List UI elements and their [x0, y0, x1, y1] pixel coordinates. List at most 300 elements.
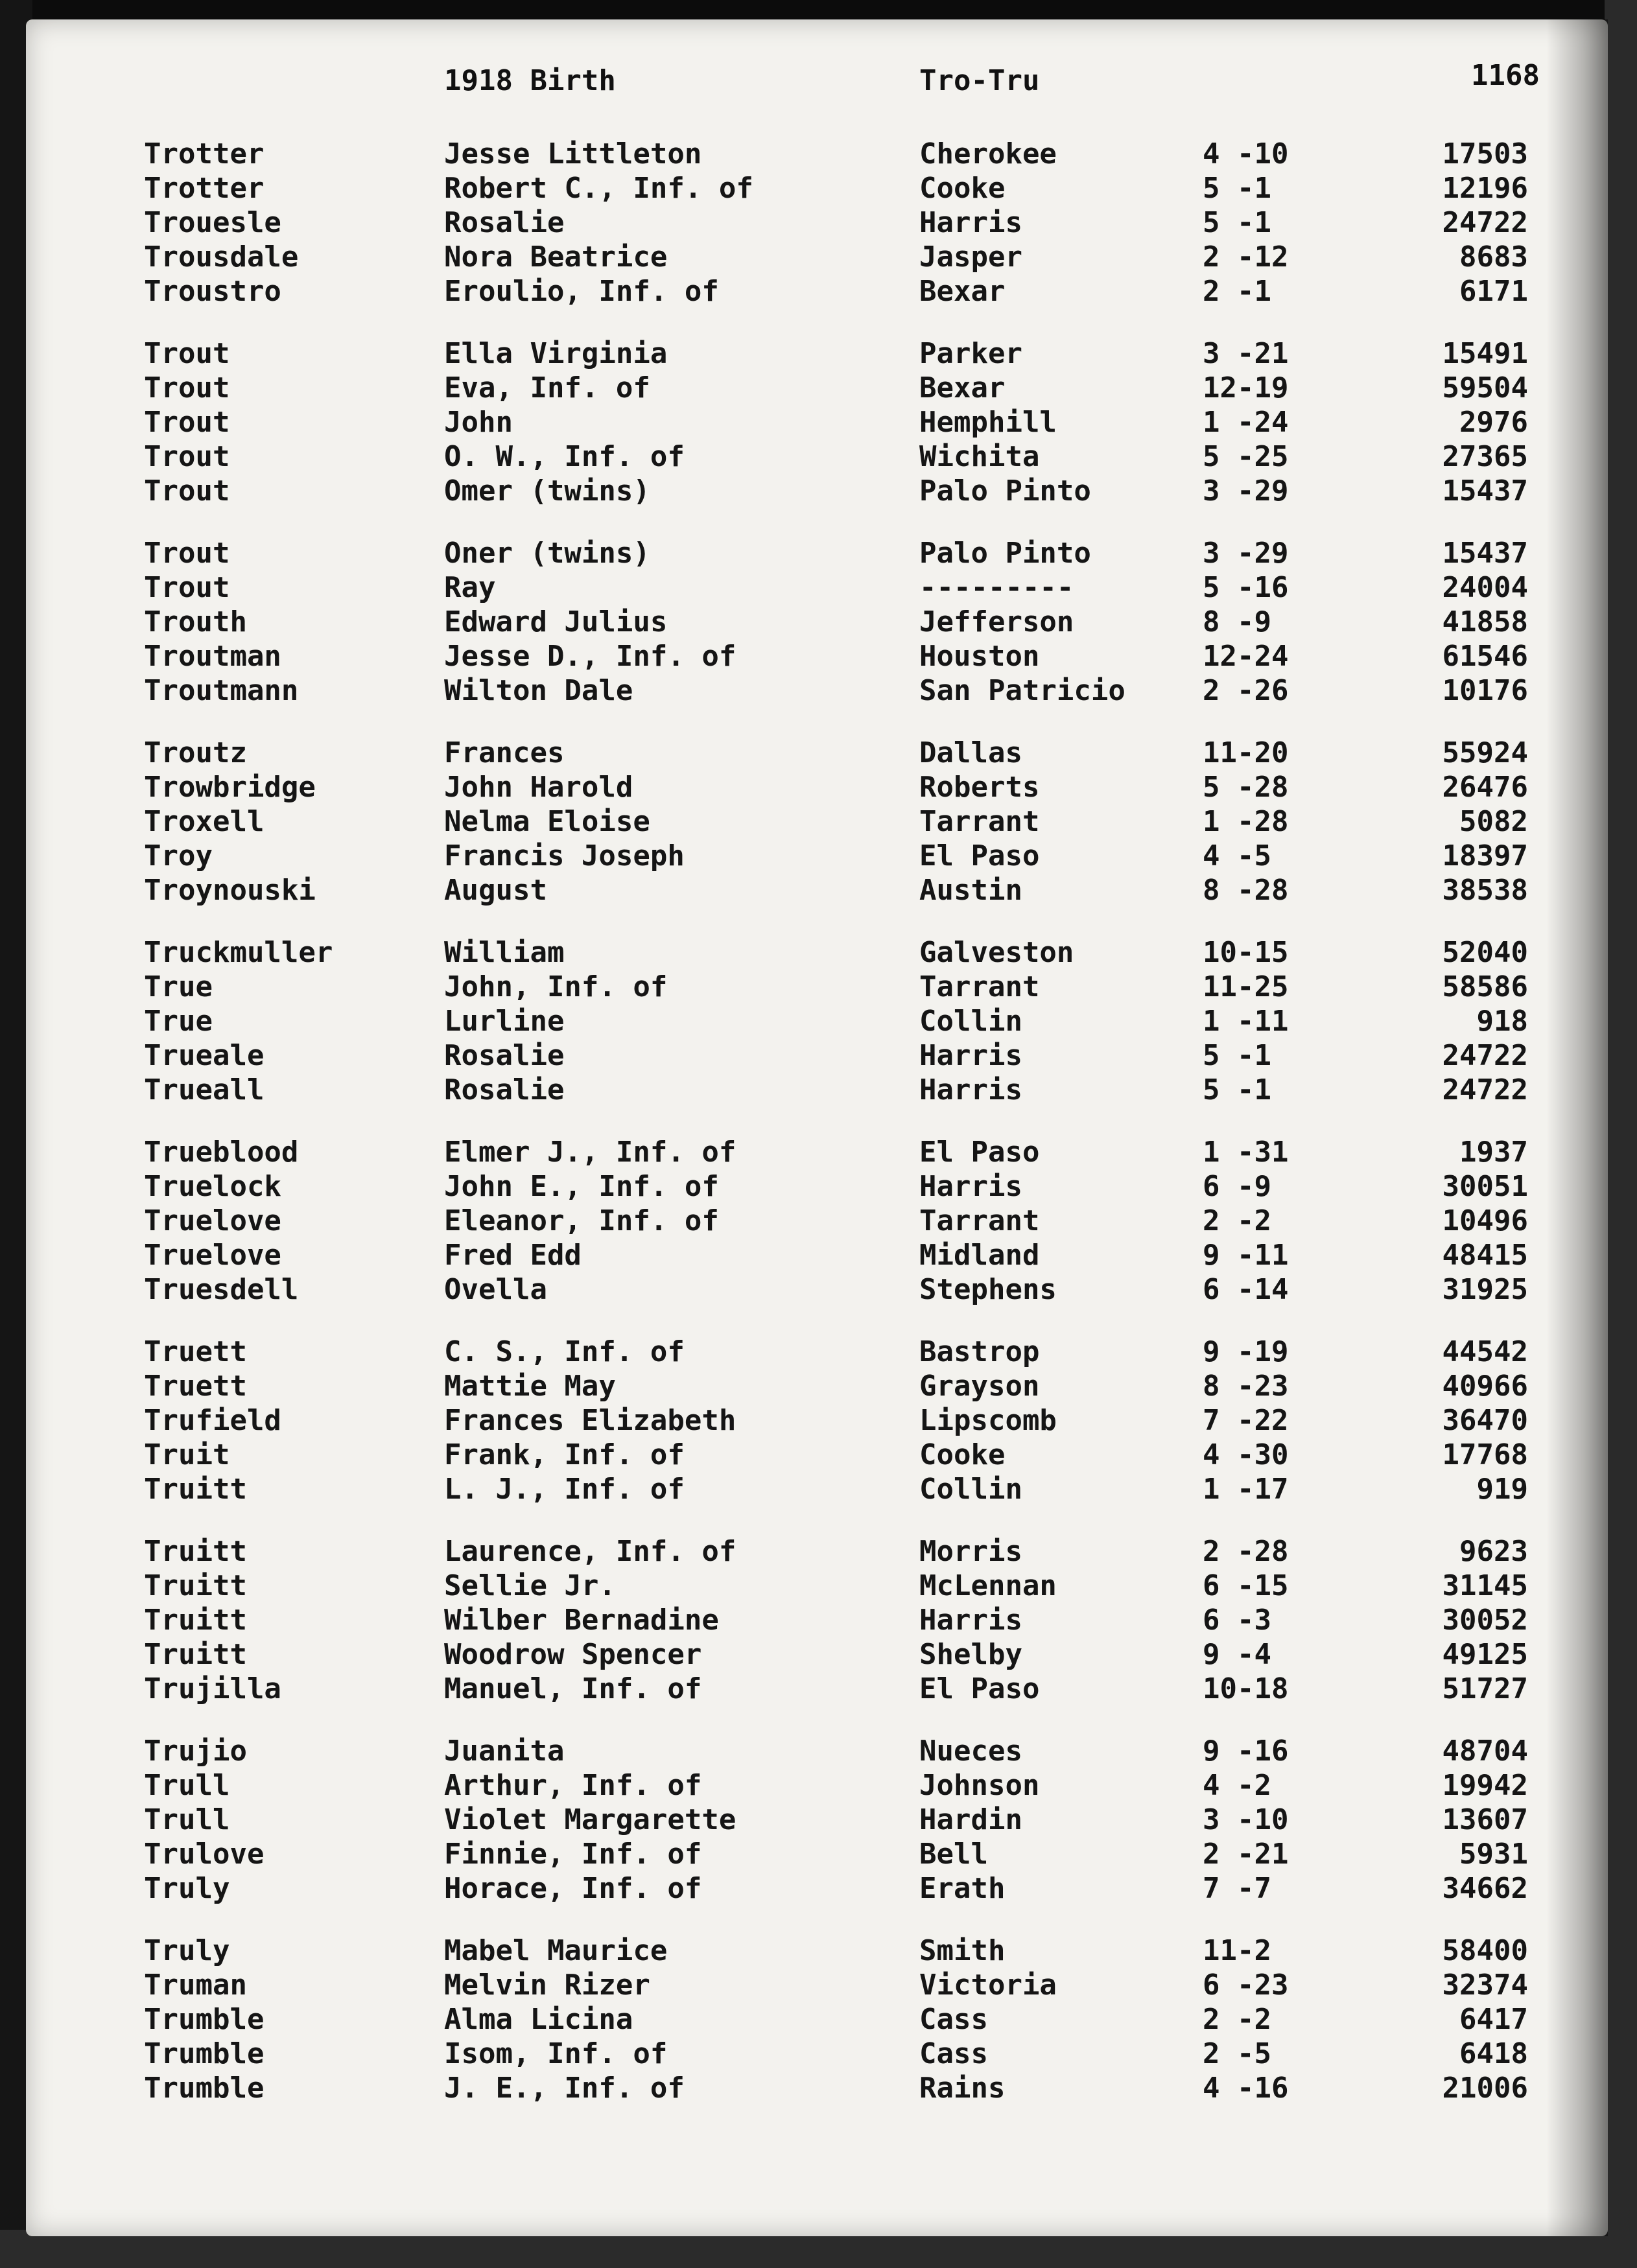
date-cell: 2 -2 [1203, 1204, 1271, 1237]
given-name-cell: Melvin Rizer [444, 1969, 650, 2002]
surname-cell: Trout [144, 474, 230, 508]
record-row [0, 1204, 1637, 1238]
certificate-number-cell: 918 [1476, 1005, 1528, 1038]
record-row [0, 874, 1637, 907]
surname-cell: Truitt [144, 1569, 247, 1602]
date-cell: 8 -9 [1203, 605, 1271, 638]
county-cell: Cass [919, 2003, 988, 2036]
surname-cell: Troynouski [144, 874, 316, 907]
surname-cell: Troustro [144, 275, 281, 308]
county-cell: Cass [919, 2037, 988, 2070]
surname-cell: Trull [144, 1803, 230, 1836]
given-name-cell: Finnie, Inf. of [444, 1838, 702, 1871]
date-cell: 6 -23 [1203, 1969, 1289, 2002]
surname-cell: Trout [144, 537, 230, 570]
county-cell: Bexar [919, 275, 1006, 308]
date-cell: 4 -5 [1203, 839, 1271, 872]
date-cell: 7 -7 [1203, 1872, 1271, 1905]
record-row [0, 1136, 1637, 1169]
certificate-number-cell: 919 [1476, 1473, 1528, 1506]
given-name-cell: Edward Julius [444, 605, 668, 638]
date-cell: 2 -21 [1203, 1838, 1289, 1871]
date-cell: 2 -5 [1203, 2037, 1271, 2070]
given-name-cell: Oner (twins) [444, 537, 650, 570]
date-cell: 4 -2 [1203, 1769, 1271, 1802]
certificate-number-cell: 13607 [1442, 1803, 1528, 1836]
certificate-number-cell: 55924 [1442, 736, 1528, 769]
certificate-number-cell: 6417 [1459, 2003, 1528, 2036]
county-cell: Harris [919, 1170, 1022, 1203]
given-name-cell: Sellie Jr. [444, 1569, 616, 1602]
record-row [0, 337, 1637, 371]
date-cell: 11-20 [1203, 736, 1289, 769]
date-cell: 11-25 [1203, 970, 1289, 1003]
county-cell: Victoria [919, 1969, 1057, 2002]
certificate-number-cell: 32374 [1442, 1969, 1528, 2002]
county-cell: Erath [919, 1872, 1006, 1905]
surname-cell: Truitt [144, 1604, 247, 1637]
given-name-cell: Robert C., Inf. of [444, 172, 753, 205]
given-name-cell: Frank, Inf. of [444, 1438, 685, 1471]
record-row [0, 2037, 1637, 2071]
date-cell: 1 -31 [1203, 1136, 1289, 1169]
record-row [0, 275, 1637, 309]
given-name-cell: Eleanor, Inf. of [444, 1204, 719, 1237]
surname-cell: Trujilla [144, 1672, 281, 1705]
date-cell: 2 -26 [1203, 674, 1289, 707]
certificate-number-cell: 24722 [1442, 206, 1528, 239]
record-row [0, 970, 1637, 1004]
surname-cell: Trujio [144, 1735, 247, 1768]
record-row [0, 1672, 1637, 1706]
date-cell: 4 -16 [1203, 2072, 1289, 2105]
record-row [0, 1335, 1637, 1369]
surname-cell: Trouth [144, 605, 247, 638]
county-cell: Rains [919, 2072, 1006, 2105]
given-name-cell: Ovella [444, 1273, 547, 1306]
county-cell: Roberts [919, 771, 1040, 804]
given-name-cell: Frances [444, 736, 565, 769]
certificate-number-cell: 1937 [1459, 1136, 1528, 1169]
county-cell: Austin [919, 874, 1022, 907]
surname-cell: Truitt [144, 1535, 247, 1568]
certificate-number-cell: 49125 [1442, 1638, 1528, 1671]
county-cell: Jefferson [919, 605, 1074, 638]
county-cell: Hemphill [919, 406, 1057, 439]
surname-cell: Trull [144, 1769, 230, 1802]
surname-cell: Truelove [144, 1239, 281, 1272]
county-cell: Bastrop [919, 1335, 1040, 1368]
surname-cell: Trotter [144, 137, 265, 170]
record-row [0, 371, 1637, 405]
given-name-cell: Violet Margarette [444, 1803, 736, 1836]
given-name-cell: Lurline [444, 1005, 565, 1038]
county-cell: Hardin [919, 1803, 1022, 1836]
given-name-cell: Nelma Eloise [444, 805, 650, 838]
given-name-cell: Jesse D., Inf. of [444, 640, 736, 673]
certificate-number-cell: 24722 [1442, 1039, 1528, 1072]
record-row [0, 172, 1637, 205]
surname-cell: Truckmuller [144, 936, 333, 969]
surname-cell: Trout [144, 571, 230, 604]
date-cell: 8 -23 [1203, 1370, 1289, 1403]
certificate-number-cell: 48704 [1442, 1735, 1528, 1768]
county-cell: Cooke [919, 172, 1006, 205]
given-name-cell: Rosalie [444, 1073, 565, 1106]
county-cell: Dallas [919, 736, 1022, 769]
surname-cell: Trousdale [144, 240, 299, 274]
surname-cell: Trout [144, 406, 230, 439]
county-cell: Smith [919, 1934, 1006, 1967]
given-name-cell: Alma Licina [444, 2003, 633, 2036]
record-row [0, 1170, 1637, 1204]
surname-cell: Truman [144, 1969, 247, 2002]
certificate-number-cell: 18397 [1442, 839, 1528, 872]
surname-cell: Trumble [144, 2072, 265, 2105]
county-cell: Stephens [919, 1273, 1057, 1306]
given-name-cell: John [444, 406, 513, 439]
date-cell: 2 -28 [1203, 1535, 1289, 1568]
county-cell: Harris [919, 1604, 1022, 1637]
certificate-number-cell: 2976 [1459, 406, 1528, 439]
certificate-number-cell: 36470 [1442, 1404, 1528, 1437]
surname-cell: Trumble [144, 2037, 265, 2070]
given-name-cell: Rosalie [444, 1039, 565, 1072]
record-row [0, 1073, 1637, 1107]
county-cell: Bell [919, 1838, 988, 1871]
record-row [0, 137, 1637, 171]
date-cell: 3 -29 [1203, 474, 1289, 508]
given-name-cell: Nora Beatrice [444, 240, 668, 274]
surname-cell: Trulove [144, 1838, 265, 1871]
date-cell: 10-15 [1203, 936, 1289, 969]
certificate-number-cell: 15491 [1442, 337, 1528, 370]
given-name-cell: Mattie May [444, 1370, 616, 1403]
certificate-number-cell: 6418 [1459, 2037, 1528, 2070]
record-row [0, 2072, 1637, 2105]
county-cell: Grayson [919, 1370, 1040, 1403]
given-name-cell: J. E., Inf. of [444, 2072, 685, 2105]
given-name-cell: Mabel Maurice [444, 1934, 668, 1967]
certificate-number-cell: 51727 [1442, 1672, 1528, 1705]
date-cell: 2 -1 [1203, 275, 1271, 308]
record-row [0, 1735, 1637, 1768]
certificate-number-cell: 24004 [1442, 571, 1528, 604]
certificate-number-cell: 15437 [1442, 474, 1528, 508]
certificate-number-cell: 44542 [1442, 1335, 1528, 1368]
surname-cell: Trout [144, 440, 230, 473]
certificate-number-cell: 48415 [1442, 1239, 1528, 1272]
record-row [0, 1638, 1637, 1672]
record-row [0, 605, 1637, 639]
surname-cell: Trueale [144, 1039, 265, 1072]
county-cell: Morris [919, 1535, 1022, 1568]
date-cell: 9 -4 [1203, 1638, 1271, 1671]
date-cell: 4 -10 [1203, 137, 1289, 170]
certificate-number-cell: 40966 [1442, 1370, 1528, 1403]
given-name-cell: Jesse Littleton [444, 137, 702, 170]
given-name-cell: Francis Joseph [444, 839, 685, 872]
county-cell: El Paso [919, 839, 1040, 872]
record-row [0, 674, 1637, 708]
county-cell: Nueces [919, 1735, 1022, 1768]
certificate-number-cell: 58586 [1442, 970, 1528, 1003]
certificate-number-cell: 8683 [1459, 240, 1528, 274]
record-row [0, 771, 1637, 804]
given-name-cell: Rosalie [444, 206, 565, 239]
record-row [0, 839, 1637, 873]
given-name-cell: Omer (twins) [444, 474, 650, 508]
county-cell: Tarrant [919, 970, 1040, 1003]
county-cell: McLennan [919, 1569, 1057, 1602]
county-cell: El Paso [919, 1136, 1040, 1169]
record-row [0, 1838, 1637, 1871]
date-cell: 5 -1 [1203, 172, 1271, 205]
certificate-number-cell: 52040 [1442, 936, 1528, 969]
given-name-cell: Wilton Dale [444, 674, 633, 707]
record-row [0, 1239, 1637, 1272]
surname-cell: Truett [144, 1370, 247, 1403]
surname-cell: Trueall [144, 1073, 265, 1106]
certificate-number-cell: 59504 [1442, 371, 1528, 404]
surname-cell: Trumble [144, 2003, 265, 2036]
date-cell: 1 -17 [1203, 1473, 1289, 1506]
certificate-number-cell: 12196 [1442, 172, 1528, 205]
record-row [0, 206, 1637, 240]
record-row [0, 1569, 1637, 1603]
given-name-cell: Elmer J., Inf. of [444, 1136, 736, 1169]
certificate-number-cell: 24722 [1442, 1073, 1528, 1106]
county-cell: San Patricio [919, 674, 1125, 707]
given-name-cell: Frances Elizabeth [444, 1404, 736, 1437]
record-row [0, 736, 1637, 770]
certificate-number-cell: 21006 [1442, 2072, 1528, 2105]
record-row [0, 474, 1637, 508]
given-name-cell: August [444, 874, 547, 907]
certificate-number-cell: 10176 [1442, 674, 1528, 707]
surname-cell: Truly [144, 1872, 230, 1905]
record-row [0, 936, 1637, 970]
date-cell: 11-2 [1203, 1934, 1271, 1967]
certificate-number-cell: 10496 [1442, 1204, 1528, 1237]
county-cell: Cooke [919, 1438, 1006, 1471]
date-cell: 6 -15 [1203, 1569, 1289, 1602]
record-row [0, 805, 1637, 839]
surname-cell: Truelock [144, 1170, 281, 1203]
county-cell: Palo Pinto [919, 474, 1091, 508]
certificate-number-cell: 17503 [1442, 137, 1528, 170]
date-cell: 3 -21 [1203, 337, 1289, 370]
given-name-cell: Isom, Inf. of [444, 2037, 668, 2070]
page-number: 1168 [1471, 59, 1540, 92]
date-cell: 12-19 [1203, 371, 1289, 404]
given-name-cell: John E., Inf. of [444, 1170, 719, 1203]
date-cell: 9 -11 [1203, 1239, 1289, 1272]
surname-cell: Trowbridge [144, 771, 316, 804]
given-name-cell: Eroulio, Inf. of [444, 275, 719, 308]
county-cell: Tarrant [919, 1204, 1040, 1237]
given-name-cell: John Harold [444, 771, 633, 804]
date-cell: 7 -22 [1203, 1404, 1289, 1437]
record-row [0, 571, 1637, 605]
date-cell: 5 -16 [1203, 571, 1289, 604]
date-cell: 1 -11 [1203, 1005, 1289, 1038]
surname-cell: Troutmann [144, 674, 299, 707]
surname-cell: Truelove [144, 1204, 281, 1237]
given-name-cell: Eva, Inf. of [444, 371, 650, 404]
surname-cell: Troy [144, 839, 213, 872]
surname-cell: Trufield [144, 1404, 281, 1437]
county-cell: Galveston [919, 936, 1074, 969]
page-title: 1918 Birth [444, 64, 616, 97]
surname-cell: Truesdell [144, 1273, 299, 1306]
surname-cell: True [144, 970, 213, 1003]
surname-cell: Troxell [144, 805, 265, 838]
date-cell: 6 -9 [1203, 1170, 1271, 1203]
given-name-cell: John, Inf. of [444, 970, 668, 1003]
given-name-cell: Ella Virginia [444, 337, 668, 370]
date-cell: 5 -1 [1203, 1039, 1271, 1072]
date-cell: 5 -1 [1203, 1073, 1271, 1106]
county-cell: Harris [919, 1039, 1022, 1072]
record-row [0, 2003, 1637, 2037]
given-name-cell: L. J., Inf. of [444, 1473, 685, 1506]
county-cell: Harris [919, 1073, 1022, 1106]
county-cell: Parker [919, 337, 1022, 370]
record-row [0, 1535, 1637, 1569]
date-cell: 3 -10 [1203, 1803, 1289, 1836]
date-cell: 5 -25 [1203, 440, 1289, 473]
surname-cell: Trout [144, 371, 230, 404]
date-cell: 4 -30 [1203, 1438, 1289, 1471]
surname-cell: Truly [144, 1934, 230, 1967]
county-cell: Houston [919, 640, 1040, 673]
county-cell: Johnson [919, 1769, 1040, 1802]
given-name-cell: Arthur, Inf. of [444, 1769, 702, 1802]
record-row [0, 537, 1637, 570]
certificate-number-cell: 61546 [1442, 640, 1528, 673]
certificate-number-cell: 34662 [1442, 1872, 1528, 1905]
given-name-cell: C. S., Inf. of [444, 1335, 685, 1368]
surname-cell: Troutman [144, 640, 281, 673]
record-row [0, 1872, 1637, 1906]
surname-cell: Truit [144, 1438, 230, 1471]
county-cell: Cherokee [919, 137, 1057, 170]
county-cell: --------- [919, 571, 1074, 604]
date-cell: 3 -29 [1203, 537, 1289, 570]
surname-cell: True [144, 1005, 213, 1038]
record-row [0, 1769, 1637, 1803]
certificate-number-cell: 5931 [1459, 1838, 1528, 1871]
certificate-number-cell: 31925 [1442, 1273, 1528, 1306]
record-row [0, 1473, 1637, 1506]
date-cell: 12-24 [1203, 640, 1289, 673]
county-cell: Jasper [919, 240, 1022, 274]
given-name-cell: Manuel, Inf. of [444, 1672, 702, 1705]
county-cell: El Paso [919, 1672, 1040, 1705]
date-cell: 1 -28 [1203, 805, 1289, 838]
county-cell: Wichita [919, 440, 1040, 473]
date-cell: 10-18 [1203, 1672, 1289, 1705]
date-cell: 5 -28 [1203, 771, 1289, 804]
certificate-number-cell: 5082 [1459, 805, 1528, 838]
surname-cell: Truitt [144, 1473, 247, 1506]
given-name-cell: Fred Edd [444, 1239, 582, 1272]
record-row [0, 1404, 1637, 1438]
certificate-number-cell: 17768 [1442, 1438, 1528, 1471]
surname-cell: Truitt [144, 1638, 247, 1671]
surname-cell: Truett [144, 1335, 247, 1368]
date-cell: 9 -19 [1203, 1335, 1289, 1368]
given-name-cell: Laurence, Inf. of [444, 1535, 736, 1568]
given-name-cell: Wilber Bernadine [444, 1604, 719, 1637]
certificate-number-cell: 19942 [1442, 1769, 1528, 1802]
surname-cell: Trouesle [144, 206, 281, 239]
county-cell: Harris [919, 206, 1022, 239]
certificate-number-cell: 41858 [1442, 605, 1528, 638]
county-cell: Collin [919, 1005, 1022, 1038]
record-row [0, 440, 1637, 474]
date-cell: 2 -12 [1203, 240, 1289, 274]
certificate-number-cell: 31145 [1442, 1569, 1528, 1602]
surname-cell: Trotter [144, 172, 265, 205]
certificate-number-cell: 58400 [1442, 1934, 1528, 1967]
certificate-number-cell: 30052 [1442, 1604, 1528, 1637]
record-row [0, 1039, 1637, 1073]
date-cell: 6 -3 [1203, 1604, 1271, 1637]
given-name-cell: Horace, Inf. of [444, 1872, 702, 1905]
surname-cell: Troutz [144, 736, 247, 769]
record-row [0, 1803, 1637, 1837]
record-row [0, 1604, 1637, 1637]
record-row [0, 240, 1637, 274]
certificate-number-cell: 9623 [1459, 1535, 1528, 1568]
given-name-cell: Ray [444, 571, 496, 604]
county-cell: Lipscomb [919, 1404, 1057, 1437]
record-row [0, 406, 1637, 439]
county-cell: Shelby [919, 1638, 1022, 1671]
county-cell: Bexar [919, 371, 1006, 404]
record-row [0, 1934, 1637, 1968]
certificate-number-cell: 26476 [1442, 771, 1528, 804]
date-cell: 5 -1 [1203, 206, 1271, 239]
certificate-number-cell: 6171 [1459, 275, 1528, 308]
record-row [0, 1370, 1637, 1403]
date-cell: 1 -24 [1203, 406, 1289, 439]
certificate-number-cell: 38538 [1442, 874, 1528, 907]
certificate-number-cell: 15437 [1442, 537, 1528, 570]
certificate-number-cell: 30051 [1442, 1170, 1528, 1203]
record-row [0, 1273, 1637, 1307]
record-row [0, 640, 1637, 673]
county-cell: Collin [919, 1473, 1022, 1506]
date-cell: 6 -14 [1203, 1273, 1289, 1306]
given-name-cell: Juanita [444, 1735, 565, 1768]
date-cell: 2 -2 [1203, 2003, 1271, 2036]
county-cell: Midland [919, 1239, 1040, 1272]
record-row [0, 1969, 1637, 2002]
given-name-cell: William [444, 936, 565, 969]
given-name-cell: Woodrow Spencer [444, 1638, 702, 1671]
surname-cell: Trueblood [144, 1136, 299, 1169]
record-row [0, 1005, 1637, 1038]
surname-range: Tro-Tru [919, 64, 1040, 97]
surname-cell: Trout [144, 337, 230, 370]
date-cell: 9 -16 [1203, 1735, 1289, 1768]
given-name-cell: O. W., Inf. of [444, 440, 685, 473]
date-cell: 8 -28 [1203, 874, 1289, 907]
county-cell: Tarrant [919, 805, 1040, 838]
